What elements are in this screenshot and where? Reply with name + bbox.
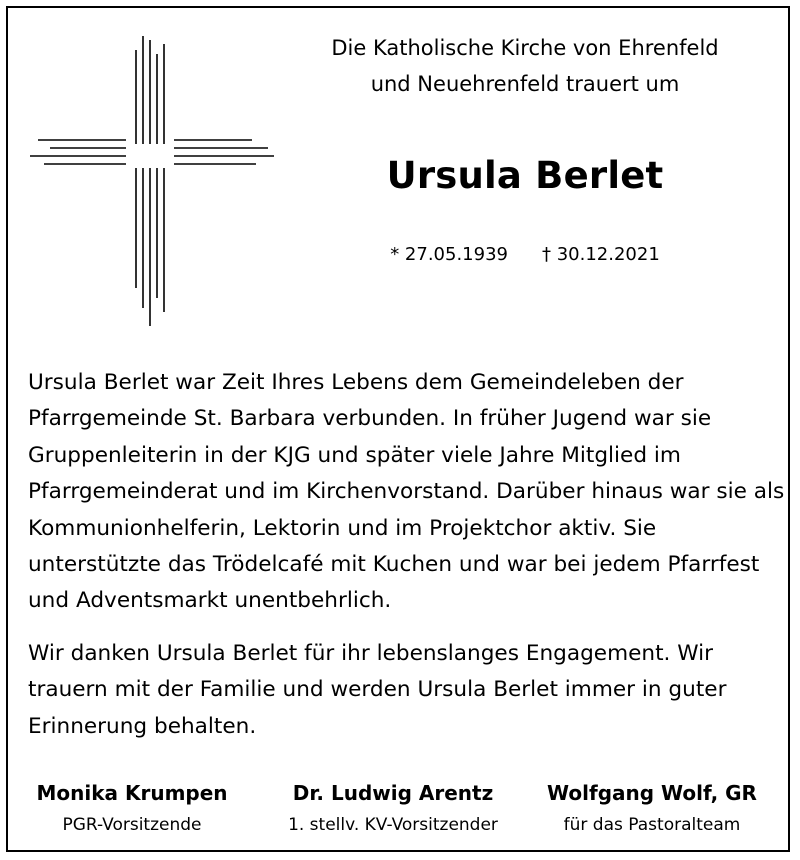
signature-block (532, 778, 772, 842)
intro-text (290, 30, 760, 102)
life-dates (290, 244, 760, 265)
intro-line-2: und Neuehrenfeld trauert um (370, 72, 680, 96)
birth-date: * 27.05.1939 (390, 244, 508, 265)
deceased-name: Ursula Berlet (386, 154, 664, 197)
signature-name: Monika Krumpen (36, 781, 228, 805)
signature-name: Wolfgang Wolf, GR (547, 781, 757, 805)
signature-role: für das Pastoralteam (563, 815, 741, 835)
signature-role: PGR-Vorsitzende (62, 815, 202, 835)
cross-icon (30, 36, 274, 326)
signature-block (262, 778, 524, 842)
signature-name: Dr. Ludwig Arentz (292, 781, 494, 805)
signature-role: 1. stellv. KV-Vorsitzender (288, 815, 498, 835)
tribute-paragraph: Ursula Berlet war Zeit Ihres Lebens dem Gemeindeleben der Pfarrgemeinde St. Barbara verbunden. In früher Jugend war sie Gruppenleiterin in der KJG und später viele Jahre Mitglied im Pfarrgemeinderat und im Kirchenvorstand. Darüber hinaus war sie als Kommunionhelferin, Lektorin und im Projektchor aktiv. Sie unterstützte das Trödelcafé mit Kuchen und war bei jedem Pfarrfest und Adventsmarkt unentbehrlich. (28, 370, 785, 614)
signature-block (18, 778, 246, 842)
thanks-paragraph: Wir danken Ursula Berlet für ihr lebenslanges Engagement. Wir trauern mit der Familie und werden Ursula Berlet immer in guter Erinnerung behalten. (28, 641, 727, 739)
death-date: † 30.12.2021 (542, 244, 660, 265)
intro-line-1: Die Katholische Kirche von Ehrenfeld (331, 36, 719, 60)
